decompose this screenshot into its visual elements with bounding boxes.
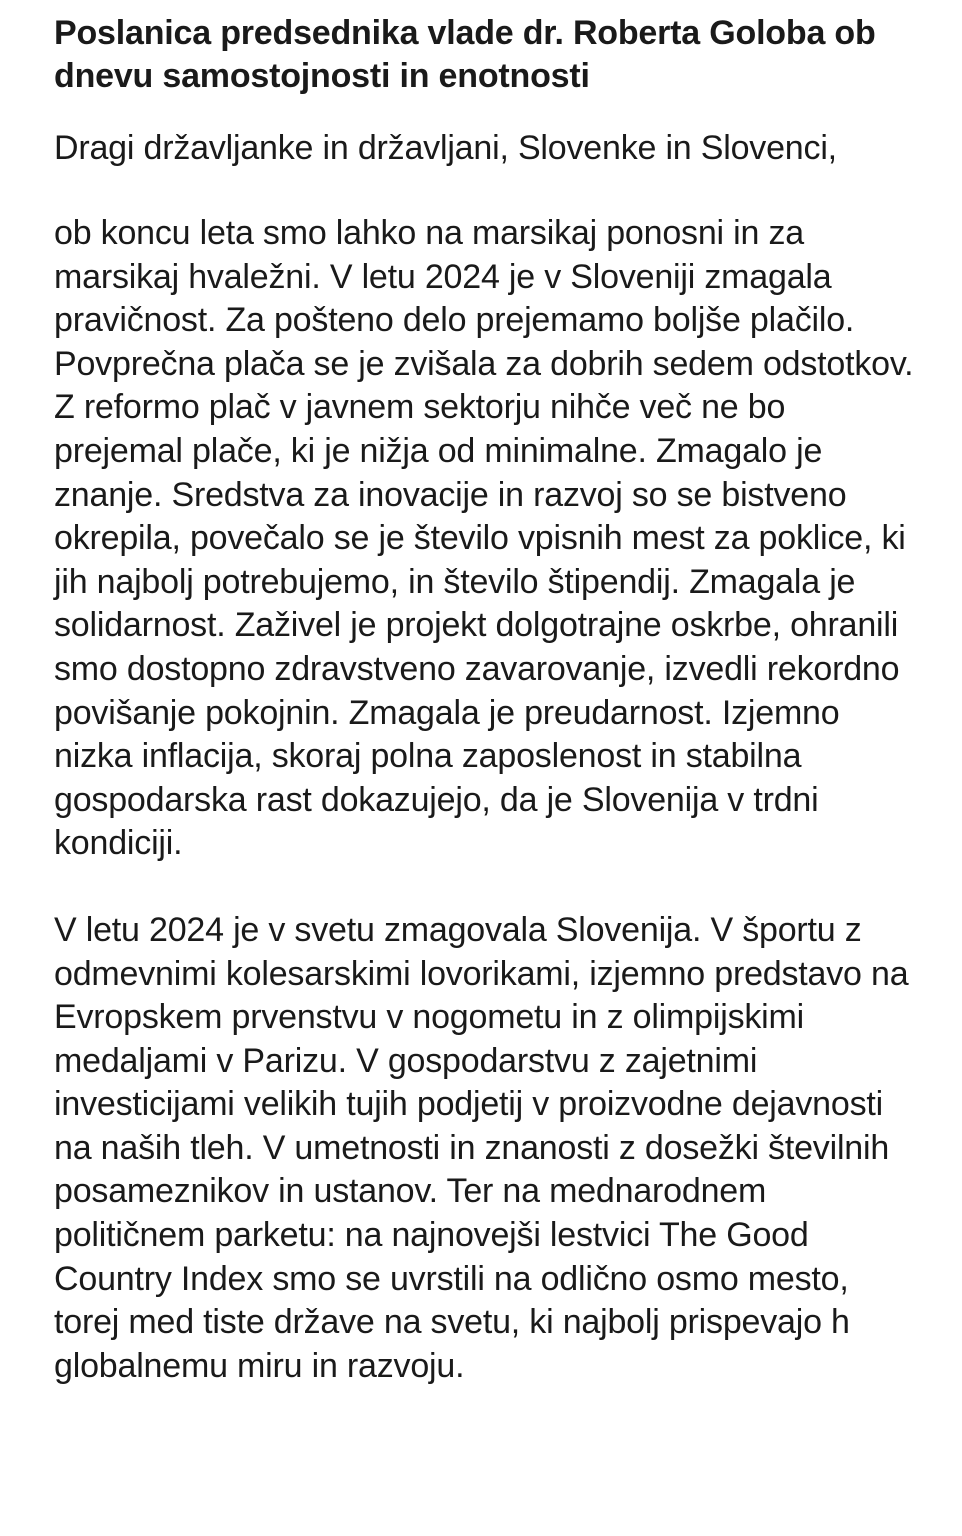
paragraph-1: ob koncu leta smo lahko na marsikaj ponosni in za marsikaj hvaležni. V letu 2024 je v Sloveniji zmagala pravičnost. Za pošteno delo prejemamo boljše plačilo. Povprečna plača se je zvišala za dobrih sedem odstotkov. Z reformo plač v javnem sektorju nihče več ne bo prejemal plače, ki je nižja od minimalne. Zmagalo je znanje. Sredstva za inovacije in razvoj so se bistveno okrepila, povečalo se je število vpisnih mest za poklice, ki jih najbolj potrebujemo, in število štipendij. Zmagala je solidarnost. Zaživel je projekt dolgotrajne oskrbe, ohranili smo dostopno zdravstveno zavarovanje, izvedli rekordno povišanje pokojnin. Zmagala je preudarnost. Izjemno nizka inflacija, skoraj polna zaposlenost in stabilna gospodarska rast dokazujejo, da je Slovenija v trdni kondiciji. <box>54 214 914 863</box>
greeting: Dragi državljanke in državljani, Slovenke in Slovenci, <box>54 129 837 167</box>
document-title: Poslanica predsednika vlade dr. Roberta Goloba ob dnevu samostojnosti in enotnosti <box>54 14 876 95</box>
paragraph-2: V letu 2024 je v svetu zmagovala Slovenija. V športu z odmevnimi kolesarskimi lovorikami, izjemno predstavo na Evropskem prvenstvu v nogometu in z olimpijskimi medaljami v Parizu. V gospodarstvu z zajetnimi investicijami velikih tujih podjetij v proizvodne dejavnosti na naših tleh. V umetnosti in znanosti z dosežki številnih posameznikov in ustanov. Ter na mednarodnem političnem parketu: na najnovejši lestvici The Good Country Index smo se uvrstili na odlično osmo mesto, torej med tiste države na svetu, ki najbolj prispevajo h globalnemu miru in razvoju. <box>54 910 909 1385</box>
